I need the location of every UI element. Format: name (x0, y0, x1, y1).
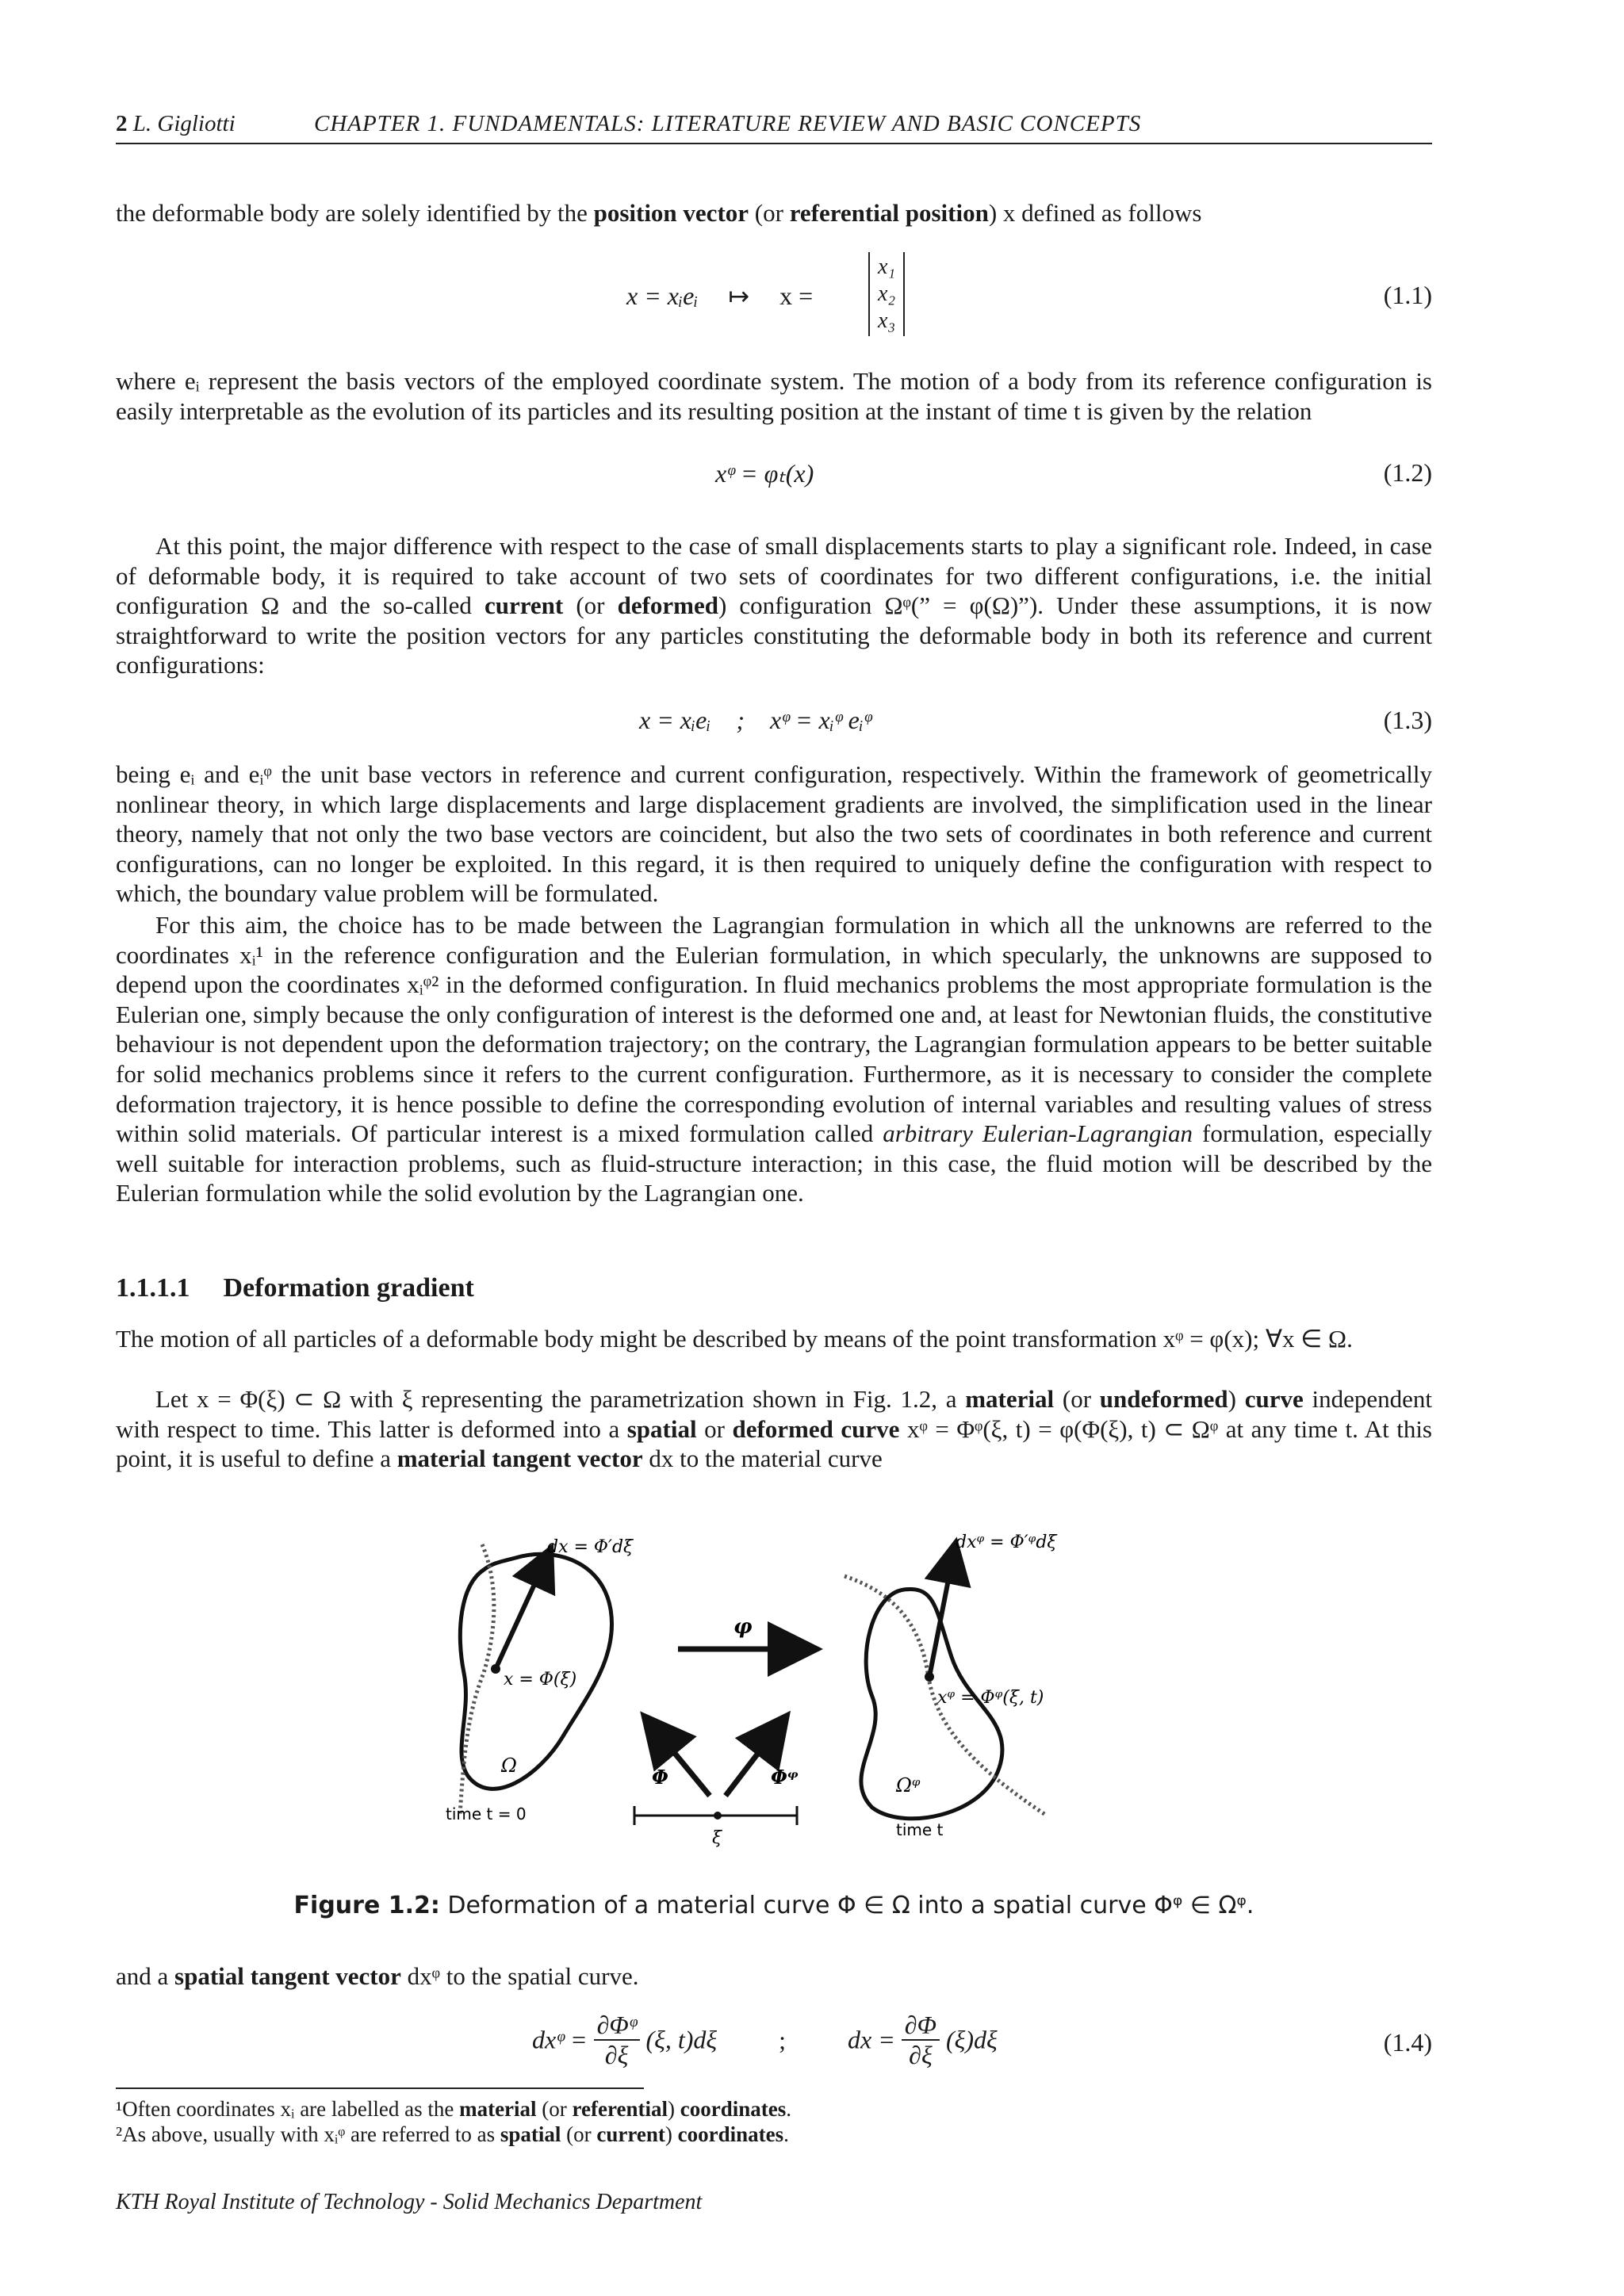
bold-term: position vector (593, 199, 749, 227)
text-run: or (696, 1414, 733, 1443)
denominator: ∂ξ (909, 2041, 933, 2069)
material-point (491, 1664, 500, 1674)
subsection-title: Deformation gradient (223, 1273, 474, 1303)
coordinate-vector (868, 252, 905, 336)
xi-point (714, 1812, 722, 1820)
eq-lhs: x = xᵢeᵢ (626, 281, 699, 310)
time-t-label: time t (896, 1820, 944, 1839)
caption-text: Deformation of a material curve Φ ∈ Ω into a spatial curve Φᵠ ∈ Ωᵠ. (439, 1892, 1254, 1919)
text-run: At this point, the major difference with respect to the case of small displacements starts to play a significant role. Indeed, in case of deformable body, it is required to take account of two sets of coordinates for two different configurations, i.e. the initial configuration Ω and the so-called (116, 532, 1432, 620)
equation-1-1 (116, 252, 1432, 347)
paragraph-material-curve (116, 1384, 1432, 1474)
eq-lhs: dxᵠ = (532, 2025, 588, 2054)
footnote-1 (116, 2097, 1432, 2122)
bold-term: spatial (500, 2122, 561, 2146)
text-run: formulation, especially well suitable for interaction problems, such as fluid-structure interaction; in this case, the fluid motion will be described by the Eulerian formulation while the solid evolution by the Lagrangian one. (116, 1119, 1432, 1207)
time-zero-label: time t = 0 (446, 1804, 527, 1823)
bold-term: material (965, 1385, 1055, 1413)
equation-number: (1.2) (1383, 458, 1432, 487)
eq-tail: (ξ)dξ (945, 2025, 998, 2054)
bold-term: current (596, 2122, 665, 2146)
paragraph-nonlinear: being eᵢ and eᵢᵠ the unit base vectors in reference and current configuration, respectively. Within the framework of geometrically nonlinear theory, in which large displacements and large displacement gradients are involved, the simplification used in the linear theory, namely that not only the two base vectors are coincident, but also the two sets of coordinates in both reference and current configurations, can no longer be exploited. In this regard, it is then required to uniquely define the configuration with respect to which, the boundary value problem will be formulated. (116, 760, 1432, 908)
paragraph-basis: where eᵢ represent the basis vectors of the employed coordinate system. The motion of a body from its reference configuration is easily interpretable as the evolution of its particles and its resulting position at the instant of time t is given by the relation (116, 367, 1432, 425)
Phi-label: Φ (652, 1766, 668, 1789)
matrix-entry: x₂ (878, 281, 896, 306)
text-run: (or (561, 2122, 597, 2146)
numerator: ∂Φ (902, 2011, 940, 2041)
bold-term: material tangent vector (396, 1445, 643, 1473)
right-point-label: xᵠ = Φᵠ(ξ, t) (937, 1688, 1044, 1708)
text-run: dxᵠ to the spatial curve. (400, 1962, 639, 1990)
equation-number: (1.1) (1383, 281, 1432, 309)
text-run: For this aim, the choice has to be made between the Lagrangian formulation in which all the unknowns are referred to the coordinates xᵢ¹ in the reference configuration and the Eulerian formulation, in which specularly, the unknowns are supposed to depend upon the coordinates xᵢᵠ² in the deformed configuration. In fluid mechanics problems the most appropriate formulation is the Eulerian one, simply because the only configuration of interest is the deformed one and, at least for Newtonian fluids, the constitutive behaviour is not dependent upon the deformation trajectory; on the contrary, the Lagrangian formulation appears to be better suitable for solid mechanics problems since it refers to the current configuration. Furthermore, as it is necessary to consider the complete deformation trajectory, it is hence possible to define the corresponding evolution of internal variables and resulting values of stress within solid materials. Of particular interest is a mixed formulation called (116, 911, 1432, 1148)
caption-label: Figure 1.2: (293, 1892, 440, 1919)
spatial-point (925, 1672, 934, 1682)
bold-term: curve (1244, 1385, 1304, 1413)
header-chapter: CHAPTER 1. FUNDAMENTALS: LITERATURE REVIEW AND BASIC CONCEPTS (314, 111, 1142, 136)
bold-term: deformed (617, 591, 718, 620)
text-run: dx to the material curve (642, 1445, 883, 1473)
denominator: ∂ξ (604, 2041, 629, 2069)
Phi-phi-label: Φᵠ (771, 1766, 799, 1789)
equation-number: (1.3) (1383, 706, 1432, 734)
text-run: ) configuration Ωᵠ(” = φ(Ω)”). Under these assumptions, it is now straightforward to write the position vectors for any particles constituting the deformable body in both its reference and current configurations: (116, 591, 1432, 679)
fraction (902, 2011, 940, 2069)
text-run: independent with respect to time. This latter is deformed into a (116, 1385, 1433, 1443)
paragraph-configurations (116, 531, 1432, 680)
text-run: . (786, 2097, 791, 2121)
spatial-tangent-arrow (929, 1556, 953, 1677)
running-header (116, 111, 1432, 144)
text-run: ) (1228, 1385, 1245, 1413)
equation-number: (1.4) (1383, 2028, 1432, 2057)
header-author: L. Gigliotti (132, 111, 236, 136)
text-run: the deformable body are solely identified by the (116, 199, 594, 227)
text-run: (or (563, 591, 618, 620)
text-run: and a (116, 1962, 175, 1990)
bold-term: referential (572, 2097, 668, 2121)
right-tangent-label: dxᵠ = Φ′ᵠdξ (956, 1533, 1057, 1552)
equation-1-4 (116, 2011, 1432, 2074)
eq-rhs: x = (779, 281, 814, 310)
text-run: xᵠ = Φᵠ(ξ, t) = φ(Φ(ξ), t) ⊂ Ωᵠ at any time t. At this point, it is useful to define a (116, 1414, 1432, 1473)
maps-to-symbol: ↦ (728, 281, 750, 310)
subsection-heading (116, 1273, 474, 1303)
bold-term: coordinates (680, 2097, 787, 2121)
bold-term: referential position (789, 199, 989, 227)
footnote-rule (116, 2087, 644, 2089)
text-run: ¹Often coordinates xᵢ are labelled as the (116, 2097, 460, 2121)
omega-label: Ω (501, 1755, 517, 1777)
equation-1-2 (116, 458, 1432, 490)
page-number: 2 (116, 111, 128, 136)
omega-phi-label: Ωᵠ (896, 1774, 921, 1797)
paragraph-spatial-tangent (116, 1961, 1432, 1992)
paragraph-intro (116, 198, 1432, 228)
text-run: ²As above, usually with xᵢᵠ are referred to as (116, 2122, 500, 2146)
fraction (594, 2011, 640, 2069)
text-run: (or (1054, 1385, 1100, 1413)
bold-term: undeformed (1099, 1385, 1228, 1413)
equation-1-3 (116, 706, 1432, 737)
material-tangent-arrow (496, 1560, 546, 1669)
text-run: . (783, 2122, 789, 2146)
paragraph-motion: The motion of all particles of a deformable body might be described by means of the point transformation xᵠ = φ(x); ∀x ∈ Ω. (116, 1325, 1353, 1353)
subsection-number: 1.1.1.1 (116, 1273, 190, 1303)
bold-term: coordinates (677, 2122, 784, 2146)
numerator: ∂Φᵠ (594, 2011, 640, 2041)
text-run: Let x = Φ(ξ) ⊂ Ω with ξ representing the parametrization shown in Fig. 1.2, a (155, 1385, 966, 1413)
bold-term: spatial (626, 1414, 697, 1443)
text-run: ) x defined as follows (988, 199, 1202, 227)
figure-caption (116, 1892, 1432, 1919)
deformation-figure (428, 1514, 1229, 1863)
paragraph-formulations (116, 910, 1432, 1208)
eq-body: x = xᵢeᵢ ; xᵠ = xᵢᵠ eᵢᵠ (639, 706, 871, 734)
text-run: (or (749, 199, 790, 227)
eq-lhs: dx = (848, 2025, 895, 2054)
left-tangent-label: dx = Φ′dξ (547, 1537, 634, 1557)
footnote-2 (116, 2122, 1432, 2147)
Phi-phi-arrow (726, 1728, 777, 1796)
bold-term: spatial tangent vector (174, 1962, 401, 1990)
page-footer: KTH Royal Institute of Technology - Solid Mechanics Department (116, 2190, 703, 2214)
eq-body: xᵠ = φₜ(x) (715, 459, 814, 488)
bold-term: material (459, 2097, 537, 2121)
phi-label: φ (733, 1615, 753, 1639)
text-run: (or (536, 2097, 573, 2121)
italic-term: arbitrary Eulerian-Lagrangian (883, 1119, 1193, 1148)
left-point-label: x = Φ(ξ) (504, 1670, 577, 1689)
matrix-entry: x₁ (878, 254, 896, 279)
bold-term: deformed curve (732, 1414, 900, 1443)
eq-separator: ; (779, 2025, 786, 2054)
text-run: ) (667, 2097, 680, 2121)
xi-label: ξ (712, 1828, 722, 1848)
text-run: ) (665, 2122, 678, 2146)
matrix-entry: x₃ (878, 308, 896, 333)
bold-term: current (484, 591, 564, 620)
eq-tail: (ξ, t)dξ (645, 2025, 718, 2054)
